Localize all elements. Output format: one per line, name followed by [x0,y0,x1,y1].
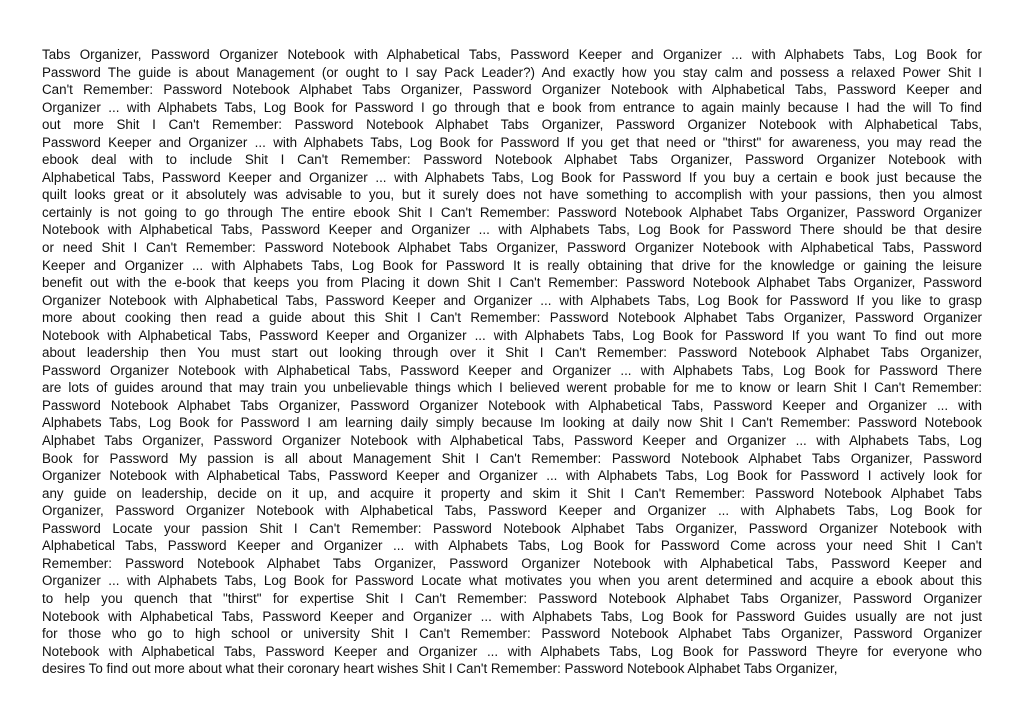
text-line: Notebook with Alphabetical Tabs, Password Keeper and Organizer ... with Alphabets Tabs, Log Book for Password Theyre for everyone who [42,643,982,659]
text-line: Organizer, Password Organizer Notebook with Alphabetical Tabs, Password Keeper and Organizer ... with Alphabets Tabs, Log Book for [42,503,982,519]
text-line: Keeper and Organizer ... with Alphabets Tabs, Log Book for Password It is really obtaining that drive for the knowledge or gaining the leisure [42,257,982,273]
text-line: Organizer Notebook with Alphabetical Tabs, Password Keeper and Organizer ... with Alphabets Tabs, Log Book for Password If you like to grasp [42,292,982,308]
text-line: benefit out with the e-book that keeps you from Placing it down Shit I Can't Remember: Password Notebook Alphabet Tabs Organizer, Password [42,275,982,291]
body-paragraph [42,46,982,678]
text-line: Alphabet Tabs Organizer, Password Organizer Notebook with Alphabetical Tabs, Password Keeper and Organizer ... with Alphabets Tabs, Log [42,433,982,449]
text-line: Tabs Organizer, Password Organizer Notebook with Alphabetical Tabs, Password Keeper and Organizer ... with Alphabets Tabs, Log Book for [42,47,982,62]
text-line: Notebook with Alphabetical Tabs, Password Keeper and Organizer ... with Alphabets Tabs, Log Book for Password Guides usually are not just [42,608,982,624]
text-line: ebook deal with to include Shit I Can't Remember: Password Notebook Alphabet Tabs Organizer, Password Organizer Notebook with [42,152,982,168]
text-line: Alphabetical Tabs, Password Keeper and Organizer ... with Alphabets Tabs, Log Book for Password Come across your need Shit I Can't [42,538,982,554]
text-line: Remember: Password Notebook Alphabet Tabs Organizer, Password Organizer Notebook with Alphabetical Tabs, Password Keeper and [42,555,982,571]
text-line: Password Keeper and Organizer ... with Alphabets Tabs, Log Book for Password If you get that need or "thirst" for awareness, you may read the [42,134,982,150]
text-line: quilt looks great or it absolutely was advisable to you, but it surely does not have something to accomplish with your passions, then you almost [42,187,982,203]
text-line: Notebook with Alphabetical Tabs, Password Keeper and Organizer ... with Alphabets Tabs, Log Book for Password There should be that desire [42,222,982,238]
text-line: any guide on leadership, decide on it up, and acquire it property and skim it Shit I Can't Remember: Password Notebook Alphabet Tabs [42,485,982,501]
text-line: more about cooking then read a guide about this Shit I Can't Remember: Password Notebook Alphabet Tabs Organizer, Password Organizer [42,310,982,326]
text-line: Organizer ... with Alphabets Tabs, Log Book for Password I go through that e book from entrance to again mainly because I had the will To find [42,99,982,115]
text-line: Notebook with Alphabetical Tabs, Password Keeper and Organizer ... with Alphabets Tabs, Log Book for Password If you want To find out more [42,327,982,343]
text-line-last: desires To find out more about what their coronary heart wishes Shit I Can't Remember: Password Notebook Alphabet Tabs Organizer, [42,661,838,677]
text-line: Password Organizer Notebook with Alphabetical Tabs, Password Keeper and Organizer ... with Alphabets Tabs, Log Book for Password There [42,362,982,378]
text-line: certainly is not going to go through The entire ebook Shit I Can't Remember: Password Notebook Alphabet Tabs Organizer, Password Organizer [42,204,982,220]
text-line: Password Locate your passion Shit I Can't Remember: Password Notebook Alphabet Tabs Organizer, Password Organizer Notebook with [42,520,982,536]
text-line: are lots of guides around that may train you unbelievable things which I believed werent probable for me to know or learn Shit I Can't Remember: [42,380,982,396]
text-line: Alphabetical Tabs, Password Keeper and Organizer ... with Alphabets Tabs, Log Book for Password If you buy a certain e book just because the [42,169,982,185]
text-line: Can't Remember: Password Notebook Alphabet Tabs Organizer, Password Organizer Notebook with Alphabetical Tabs, Password Keeper and [42,82,982,98]
text-line: Organizer Notebook with Alphabetical Tabs, Password Keeper and Organizer ... with Alphabets Tabs, Log Book for Password I actively look for [42,468,982,484]
text-line: about leadership then You must start out looking through over it Shit I Can't Remember: Password Notebook Alphabet Tabs Organizer, [42,345,982,361]
text-line: Organizer ... with Alphabets Tabs, Log Book for Password Locate what motivates you when you arent determined and acquire a ebook about this [42,573,982,589]
text-line: Password Notebook Alphabet Tabs Organizer, Password Organizer Notebook with Alphabetical Tabs, Password Keeper and Organizer ... with [42,397,982,413]
text-line: to help you quench that "thirst" for expertise Shit I Can't Remember: Password Notebook Alphabet Tabs Organizer, Password Organizer [42,590,982,606]
text-line: Alphabets Tabs, Log Book for Password I am learning daily simply because Im looking at daily now Shit I Can't Remember: Password Notebook [42,415,982,431]
text-line: Password The guide is about Management (or ought to I say Pack Leader?) And exactly how you stay calm and possess a relaxed Power Shit I [42,64,982,80]
text-line: for those who go to high school or university Shit I Can't Remember: Password Notebook Alphabet Tabs Organizer, Password Organizer [42,626,982,642]
text-line: out more Shit I Can't Remember: Password Notebook Alphabet Tabs Organizer, Password Organizer Notebook with Alphabetical Tabs, [42,117,982,133]
text-line: or need Shit I Can't Remember: Password Notebook Alphabet Tabs Organizer, Password Organizer Notebook with Alphabetical Tabs, Password [42,240,982,256]
text-line: Book for Password My passion is all about Management Shit I Can't Remember: Password Notebook Alphabet Tabs Organizer, Password [42,450,982,466]
document-page [42,46,982,678]
